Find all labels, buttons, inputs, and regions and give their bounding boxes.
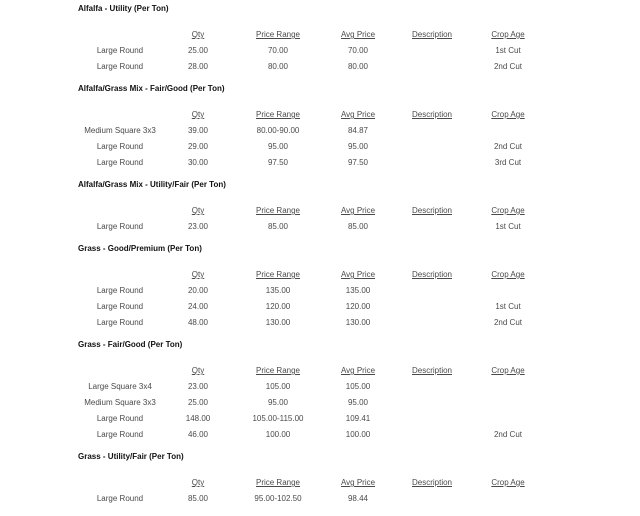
avg-price-header: Avg Price (340, 478, 376, 487)
price-range-cell: 85.00 (267, 222, 289, 231)
column-header-row (0, 30, 640, 40)
avg-price-header: Avg Price (340, 206, 376, 215)
section-title: Alfalfa/Grass Mix - Fair/Good (Per Ton) (78, 84, 225, 93)
avg-price-cell: 84.87 (347, 126, 369, 135)
price-range-cell: 95.00 (267, 142, 289, 151)
qty-header: Qty (191, 478, 205, 487)
item-description-cell: Large Round (96, 142, 144, 151)
item-description-cell: Medium Square 3x3 (84, 398, 156, 407)
qty-cell: 29.00 (187, 142, 209, 151)
item-description-cell: Large Round (96, 318, 144, 327)
price-range-cell: 135.00 (265, 286, 291, 295)
item-description-cell: Large Round (96, 158, 144, 167)
price-range-header: Price Range (255, 270, 301, 279)
qty-header: Qty (191, 110, 205, 119)
crop-age-cell: 2nd Cut (493, 318, 523, 327)
qty-cell: 148.00 (185, 414, 211, 423)
avg-price-cell: 80.00 (347, 62, 369, 71)
column-header-row (0, 206, 640, 216)
description-header: Description (411, 30, 452, 39)
price-range-cell: 120.00 (265, 302, 291, 311)
avg-price-cell: 95.00 (347, 142, 369, 151)
section-title: Grass - Good/Premium (Per Ton) (78, 244, 202, 253)
item-description-cell: Large Round (96, 46, 144, 55)
description-header: Description (411, 110, 452, 119)
table-row (0, 286, 640, 296)
crop-age-header: Crop Age (491, 30, 525, 39)
avg-price-cell: 97.50 (347, 158, 369, 167)
price-range-cell: 100.00 (265, 430, 291, 439)
item-description-cell: Large Round (96, 302, 144, 311)
price-range-cell: 97.50 (267, 158, 289, 167)
table-row (0, 414, 640, 424)
price-range-cell: 105.00-115.00 (252, 414, 304, 423)
table-row (0, 318, 640, 328)
qty-header: Qty (191, 366, 205, 375)
table-row (0, 142, 640, 152)
price-range-cell: 80.00 (267, 62, 289, 71)
item-description-cell: Large Round (96, 222, 144, 231)
avg-price-cell: 130.00 (345, 318, 371, 327)
avg-price-cell: 98.44 (347, 494, 369, 503)
qty-cell: 39.00 (187, 126, 209, 135)
price-range-cell: 95.00 (267, 398, 289, 407)
crop-age-cell: 2nd Cut (493, 62, 523, 71)
description-header: Description (411, 206, 452, 215)
item-description-cell: Medium Square 3x3 (84, 126, 156, 135)
crop-age-cell: 3rd Cut (494, 158, 522, 167)
qty-header: Qty (191, 30, 205, 39)
crop-age-header: Crop Age (491, 478, 525, 487)
price-range-cell: 95.00-102.50 (254, 494, 302, 503)
crop-age-header: Crop Age (491, 110, 525, 119)
item-description-cell: Large Round (96, 414, 144, 423)
qty-cell: 25.00 (187, 398, 209, 407)
avg-price-cell: 135.00 (345, 286, 371, 295)
section-title: Alfalfa/Grass Mix - Utility/Fair (Per Ton) (78, 180, 226, 189)
description-header: Description (411, 270, 452, 279)
table-row (0, 494, 640, 504)
price-range-header: Price Range (255, 30, 301, 39)
table-row (0, 62, 640, 72)
crop-age-cell: 2nd Cut (493, 142, 523, 151)
qty-cell: 46.00 (187, 430, 209, 439)
qty-cell: 24.00 (187, 302, 209, 311)
item-description-cell: Large Round (96, 286, 144, 295)
qty-header: Qty (191, 206, 205, 215)
column-header-row (0, 366, 640, 376)
avg-price-header: Avg Price (340, 30, 376, 39)
avg-price-cell: 120.00 (345, 302, 371, 311)
qty-cell: 25.00 (187, 46, 209, 55)
crop-age-header: Crop Age (491, 366, 525, 375)
table-row (0, 158, 640, 168)
qty-cell: 28.00 (187, 62, 209, 71)
table-row (0, 430, 640, 440)
item-description-cell: Large Round (96, 494, 144, 503)
item-description-cell: Large Round (96, 62, 144, 71)
avg-price-header: Avg Price (340, 110, 376, 119)
qty-cell: 23.00 (187, 222, 209, 231)
price-range-cell: 70.00 (267, 46, 289, 55)
column-header-row (0, 110, 640, 120)
section-title: Alfalfa - Utility (Per Ton) (78, 4, 169, 13)
price-range-header: Price Range (255, 206, 301, 215)
section-title: Grass - Utility/Fair (Per Ton) (78, 452, 184, 461)
crop-age-header: Crop Age (491, 206, 525, 215)
qty-cell: 20.00 (187, 286, 209, 295)
price-range-cell: 130.00 (265, 318, 291, 327)
section-title: Grass - Fair/Good (Per Ton) (78, 340, 183, 349)
price-range-cell: 105.00 (265, 382, 291, 391)
table-row (0, 222, 640, 232)
avg-price-cell: 85.00 (347, 222, 369, 231)
table-row (0, 46, 640, 56)
qty-cell: 30.00 (187, 158, 209, 167)
price-range-header: Price Range (255, 478, 301, 487)
crop-age-header: Crop Age (491, 270, 525, 279)
table-row (0, 382, 640, 392)
price-range-cell: 80.00-90.00 (256, 126, 300, 135)
crop-age-cell: 1st Cut (495, 46, 521, 55)
price-range-header: Price Range (255, 366, 301, 375)
item-description-cell: Large Round (96, 430, 144, 439)
price-range-header: Price Range (255, 110, 301, 119)
avg-price-cell: 105.00 (345, 382, 371, 391)
avg-price-cell: 95.00 (347, 398, 369, 407)
table-row (0, 126, 640, 136)
column-header-row (0, 270, 640, 280)
avg-price-cell: 70.00 (347, 46, 369, 55)
crop-age-cell: 1st Cut (495, 302, 521, 311)
qty-cell: 48.00 (187, 318, 209, 327)
qty-header: Qty (191, 270, 205, 279)
crop-age-cell: 1st Cut (495, 222, 521, 231)
qty-cell: 23.00 (187, 382, 209, 391)
description-header: Description (411, 366, 452, 375)
table-row (0, 302, 640, 312)
avg-price-cell: 100.00 (345, 430, 371, 439)
table-row (0, 398, 640, 408)
avg-price-header: Avg Price (340, 366, 376, 375)
item-description-cell: Large Square 3x4 (88, 382, 152, 391)
crop-age-cell: 2nd Cut (493, 430, 523, 439)
qty-cell: 85.00 (187, 494, 209, 503)
avg-price-cell: 109.41 (345, 414, 371, 423)
column-header-row (0, 478, 640, 488)
avg-price-header: Avg Price (340, 270, 376, 279)
description-header: Description (411, 478, 452, 487)
